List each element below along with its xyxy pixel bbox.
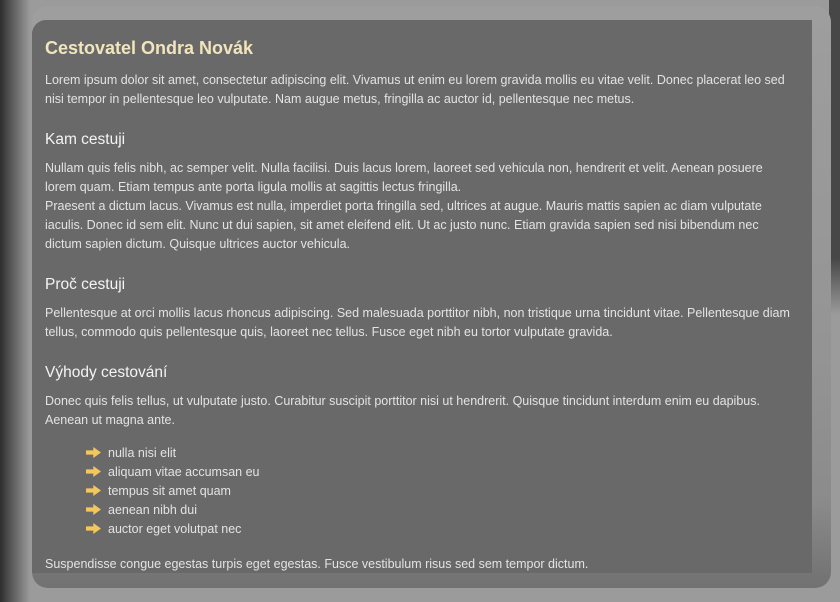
page-title: Cestovatel Ondra Novák — [45, 38, 254, 58]
paragraph: Pellentesque at orci mollis lacus rhoncus adipiscing. Sed malesuada porttitor nibh, non tristique urna tincidunt vitae. Pellentesque diam tellus, commodo quis pellentesque quis, laoreet nec tellus. Fusce eget nibh eu tortor vulputate gravida. — [45, 306, 790, 339]
list-item — [86, 500, 790, 519]
outer-wrapper — [32, 6, 831, 588]
list-item-label: aenean nibh dui — [108, 502, 197, 517]
section-heading-kam-cestuji: Kam cestuji — [45, 131, 126, 148]
list-item-label: nulla nisi elit — [108, 445, 177, 460]
arrow-icon — [86, 466, 101, 477]
list-item-label: auctor eget volutpat nec — [108, 521, 242, 536]
arrow-icon — [86, 504, 101, 515]
benefits-list — [45, 443, 790, 538]
list-item — [86, 481, 790, 500]
paragraph: Nullam quis felis nibh, ac semper velit. Nulla facilisi. Duis lacus lorem, laoreet sed vehicula non, hendrerit et velit. Aenean posuere lorem quam. Etiam tempus ante porta ligula mollis at sagittis lectus fringilla. — [45, 161, 763, 194]
list-item-label: tempus sit amet quam — [108, 483, 231, 498]
intro-paragraph: Lorem ipsum dolor sit amet, consectetur adipiscing elit. Vivamus ut enim eu lorem gravida mollis eu vitae velit. Donec placerat leo sed nisi tempor in pellentesque leo vulputate. Nam augue metus, fringilla ac auctor id, pellentesque nec metus. — [45, 73, 785, 106]
list-item-label: aliquam vitae accumsan eu — [108, 464, 260, 479]
list-item — [86, 443, 790, 462]
left-edge-gradient — [0, 0, 30, 602]
content-panel — [32, 20, 812, 573]
outro-paragraph: Suspendisse congue egestas turpis eget egestas. Fusce vestibulum risus sed sem tempor dictum. — [45, 557, 589, 571]
list-item — [86, 519, 790, 538]
section-heading-proc-cestuji: Proč cestuji — [45, 276, 126, 293]
arrow-icon — [86, 523, 101, 534]
arrow-icon — [86, 447, 101, 458]
paragraph: Donec quis felis tellus, ut vulputate justo. Curabitur suscipit porttitor nisi ut hendrerit. Quisque tincidunt interdum enim eu dapibus. Aenean ut magna ante. — [45, 394, 760, 427]
list-item — [86, 462, 790, 481]
paragraph: Praesent a dictum lacus. Vivamus est nulla, imperdiet porta fringilla sed, ultrices at augue. Mauris mattis sapien ac diam vulputate iaculis. Donec id sem elit. Nunc ut dui sapien, sit amet eleifend elit. Ut ac justo nunc. Etiam gravida sapien sed nisi bibendum nec dictum sapien dictum. Quisque ultrices auctor vehicula. — [45, 199, 762, 251]
section-heading-vyhody-cestovani: Výhody cestování — [45, 364, 168, 381]
arrow-icon — [86, 485, 101, 496]
